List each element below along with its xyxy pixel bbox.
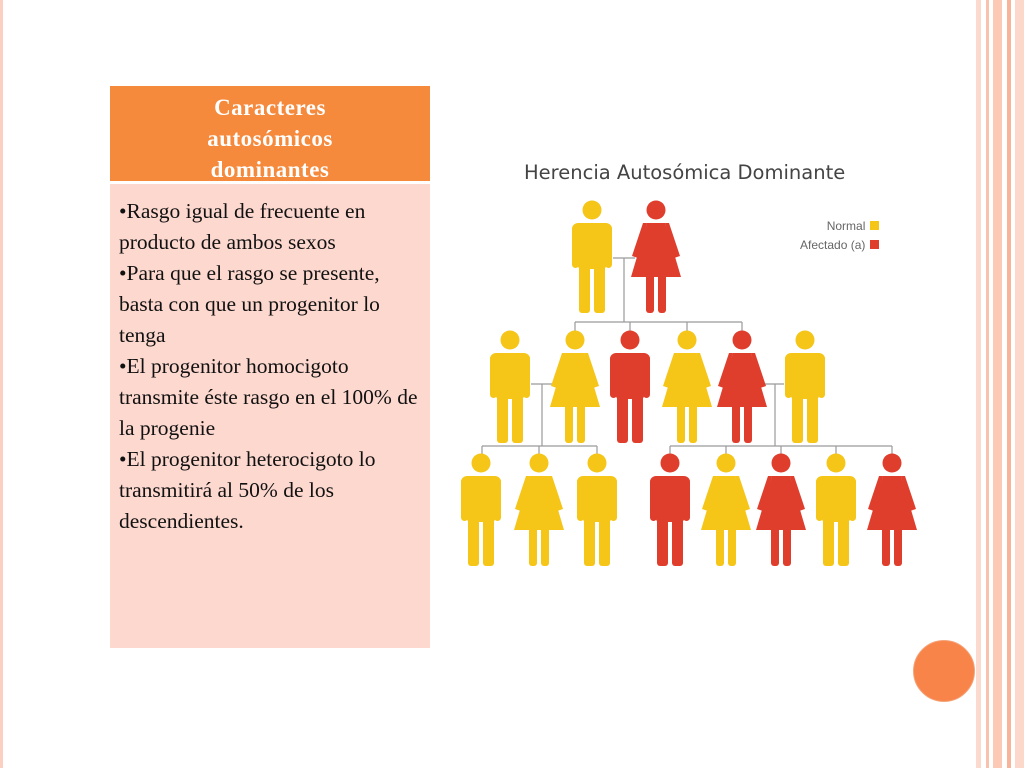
figure-head — [772, 454, 791, 473]
bullet-item: •Para que el rasgo se presente, basta con que un progenitor lo tenga — [119, 261, 380, 347]
female-affected-figure — [717, 331, 767, 444]
female-affected-figure — [756, 454, 806, 567]
male-affected-figure — [610, 331, 650, 444]
female-normal-figure — [550, 331, 600, 444]
male-normal-figure — [816, 454, 856, 567]
male-normal-figure — [577, 454, 617, 567]
female-normal-figure — [514, 454, 564, 567]
diagram-title: Herencia Autosómica Dominante — [524, 161, 846, 184]
decorative-circle — [913, 640, 975, 702]
figure-head — [583, 201, 602, 220]
card-title-line: autosómicos — [207, 126, 333, 151]
figure-head — [472, 454, 491, 473]
male-affected-figure — [650, 454, 690, 567]
female-normal-figure — [701, 454, 751, 567]
figure-head — [530, 454, 549, 473]
legend-label: Normal — [826, 218, 866, 233]
figure-head — [621, 331, 640, 350]
legend-label: Afectado (a) — [800, 237, 866, 252]
figure-head — [733, 331, 752, 350]
figure-head — [661, 454, 680, 473]
bullet-item: •Rasgo igual de frecuente en producto de ambos sexos — [119, 199, 366, 254]
female-normal-figure — [662, 331, 712, 444]
figure-head — [566, 331, 585, 350]
male-normal-figure — [785, 331, 825, 444]
figure-head — [883, 454, 902, 473]
card-title-line: dominantes — [210, 157, 330, 182]
male-normal-figure — [490, 331, 530, 444]
female-affected-figure — [867, 454, 917, 567]
figure-head — [717, 454, 736, 473]
bullet-item: •El progenitor homocigoto transmite éste rasgo en el 100% de la progenie — [119, 354, 418, 440]
figure-head — [796, 331, 815, 350]
male-normal-figure — [572, 201, 612, 314]
figure-head — [678, 331, 697, 350]
figure-head — [647, 201, 666, 220]
male-normal-figure — [461, 454, 501, 567]
card-title-line: Caracteres — [214, 95, 326, 120]
female-affected-figure — [631, 201, 681, 314]
figure-head — [501, 331, 520, 350]
figure-head — [588, 454, 607, 473]
figure-head — [827, 454, 846, 473]
bullet-item: •El progenitor heterocigoto lo transmitirá al 50% de los descendientes. — [119, 447, 376, 533]
